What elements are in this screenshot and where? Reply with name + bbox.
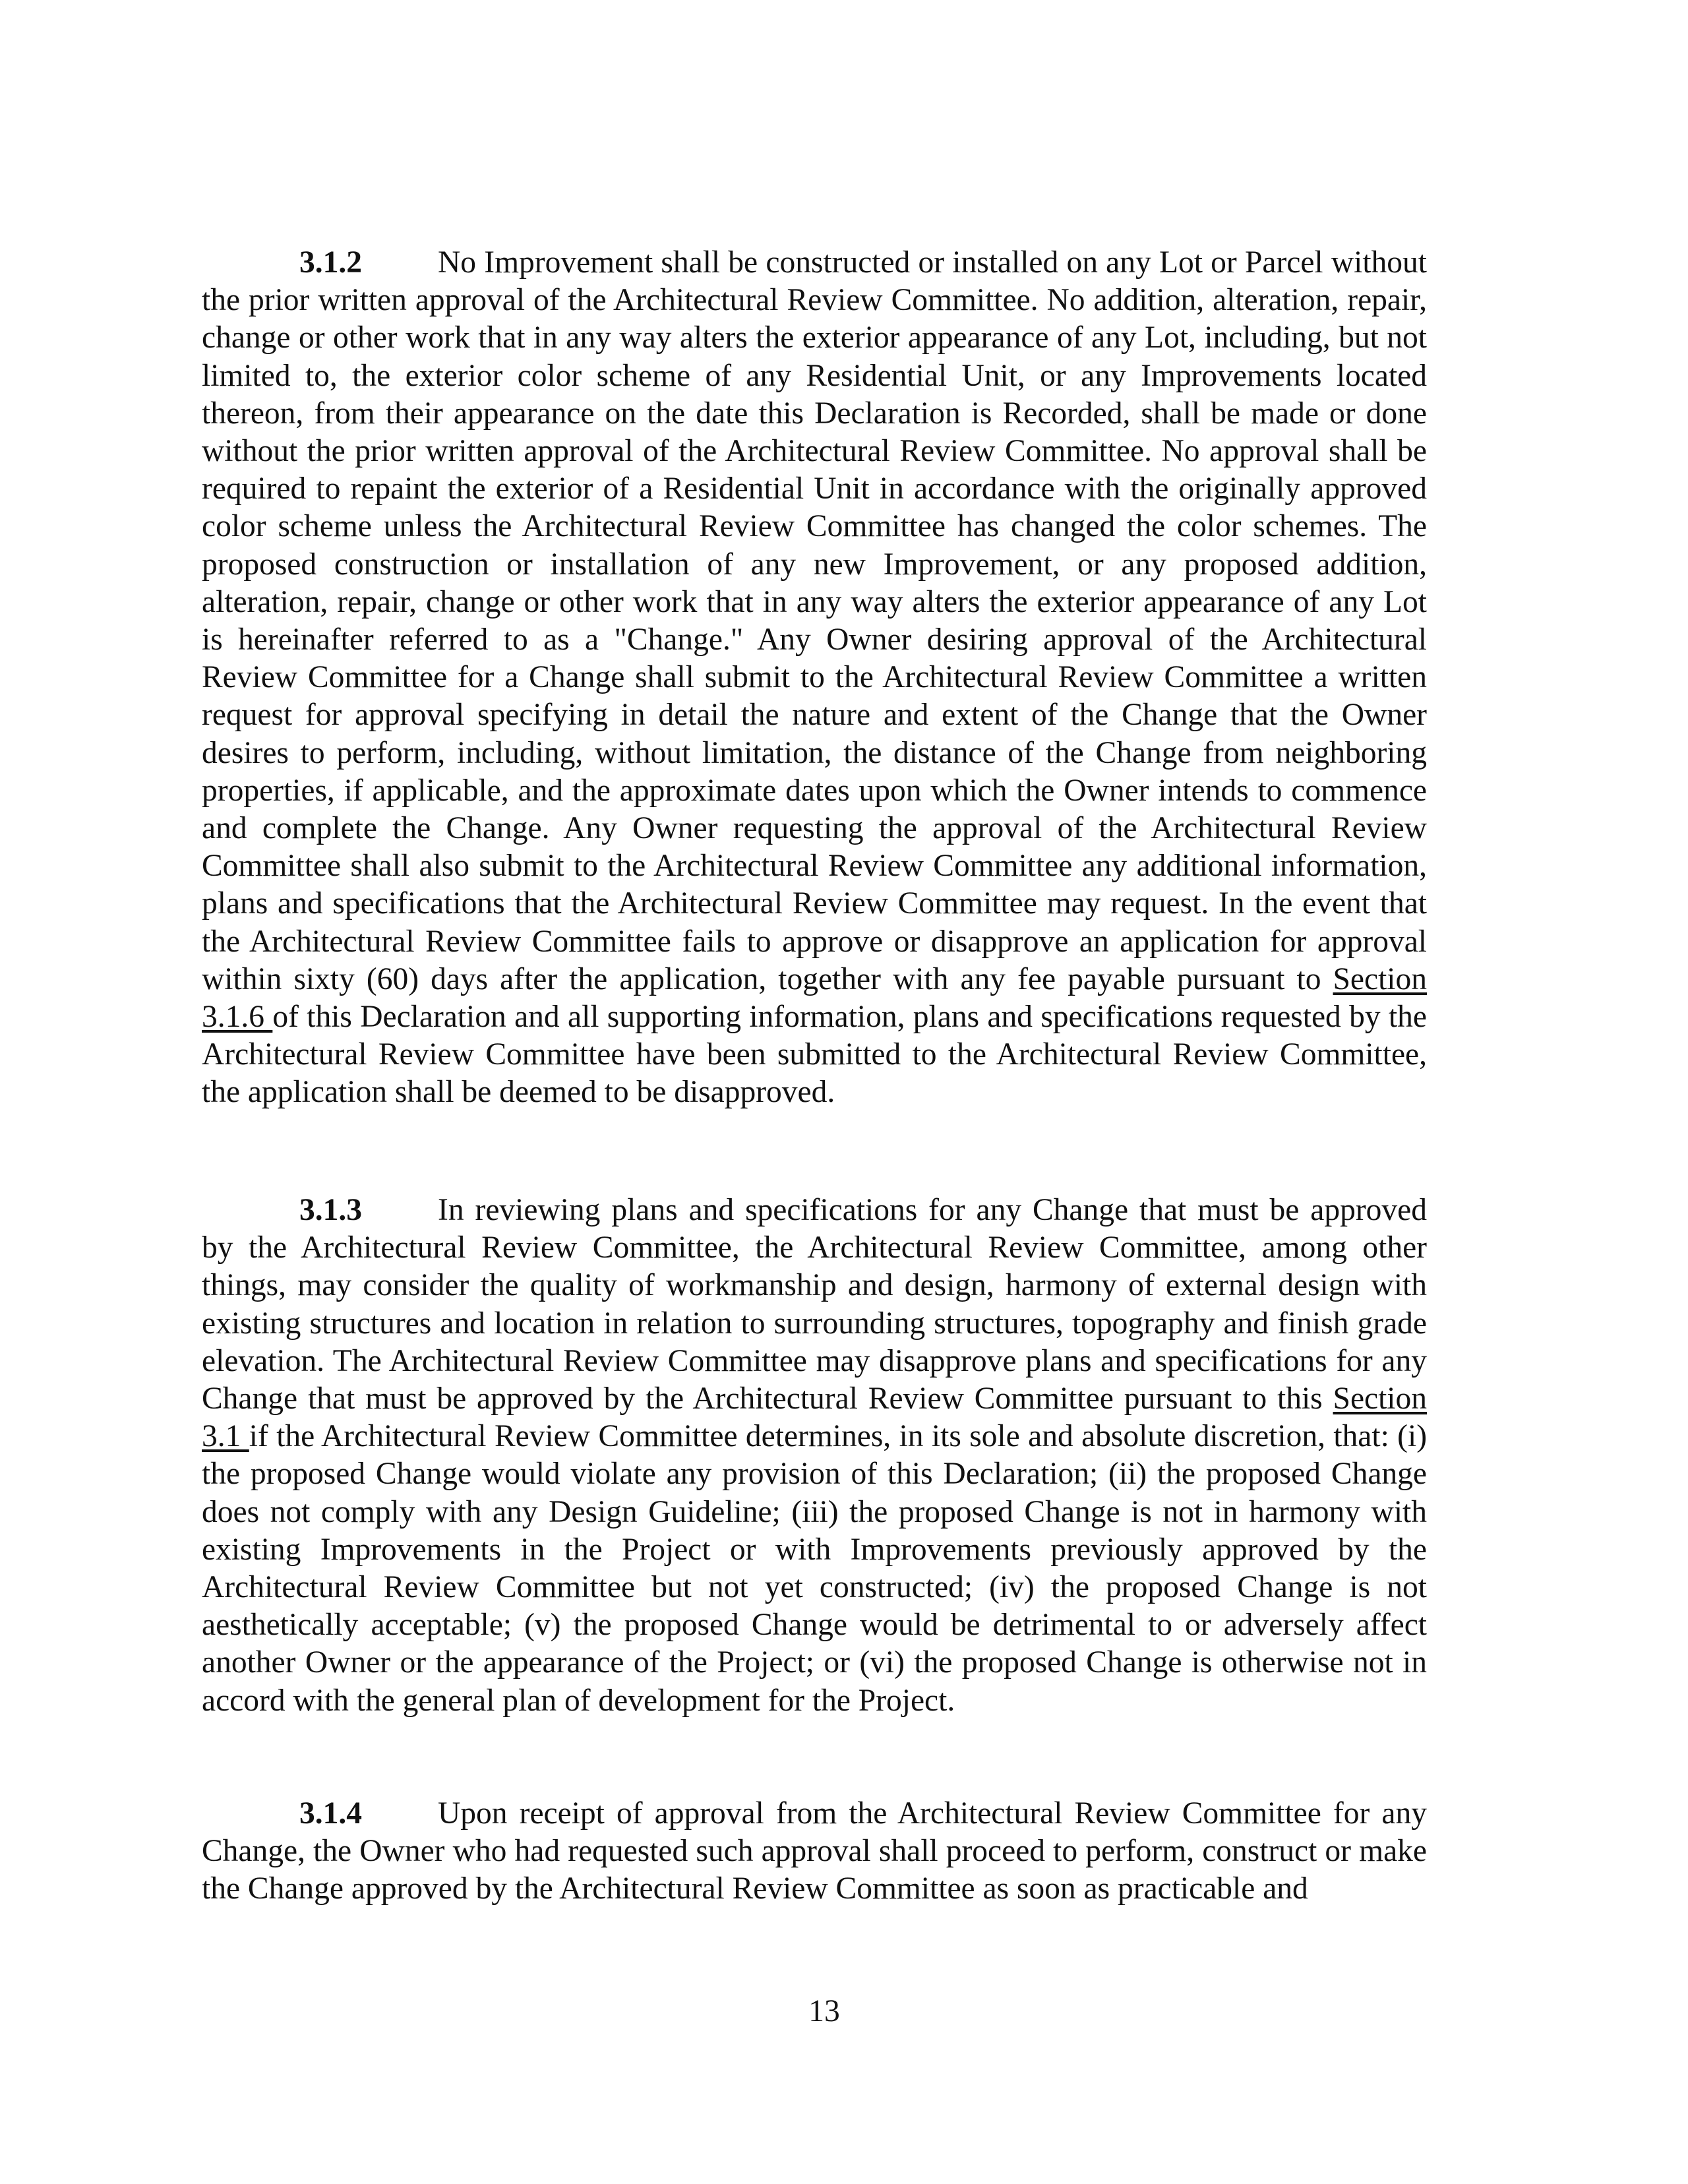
section-reference-link[interactable]: Section 3.1.6 [202, 961, 1427, 1035]
paragraph-text: Upon receipt of approval from the Architectural Review Committee for any Change, the Owner who had requested such approval shall proceed to perform, construct or make the Change approved by the Architectural Review Committee as soon as practicable and [202, 1796, 1427, 1906]
section-3-1-2-paragraph [202, 244, 1427, 1112]
section-3-1-4-paragraph [202, 1795, 1427, 1908]
page-number: 13 [808, 1994, 840, 2028]
section-number: 3.1.4 [299, 1796, 362, 1831]
paragraph-text: if the Architectural Review Committee determines, in its sole and absolute discretion, that: (i) the proposed Change would violate any provision of this Declaration; (ii) the proposed Change does not comply with any Design Guideline; (iii) the proposed Change is not in harmony with existing Improvements in the Project or with Improvements previously approved by the Architectural Review Committee but not yet constructed; (iv) the proposed Change is not aesthetically acceptable; (v) the proposed Change would be detrimental to or adversely affect another Owner or the appearance of the Project; or (vi) the proposed Change is otherwise not in accord with the general plan of development for the Project. [202, 1419, 1428, 1718]
section-3-1-3-paragraph [202, 1192, 1427, 1720]
section-number: 3.1.2 [299, 245, 362, 280]
section-reference-link[interactable]: Section 3.1 [202, 1381, 1428, 1454]
section-number: 3.1.3 [299, 1193, 362, 1227]
paragraph-text: of this Declaration and all supporting information, plans and specifications requested by the Architectural Review Committee have been submitted to the Architectural Review Committee, the application shall be deemed to be disapproved. [202, 1000, 1428, 1110]
paragraph-text: No Improvement shall be constructed or installed on any Lot or Parcel without the prior written approval of the Architectural Review Committee. No addition, alteration, repair, change or other work that in any way alters the exterior appearance of any Lot, including, but not limited to, the exterior color scheme of any Residential Unit, or any Improvements located thereon, from their appearance on the date this Declaration is Recorded, shall be made or done without the prior written approval of the Architectural Review Committee. No approval shall be required to repaint the exterior of a Residential Unit in accordance with the originally approved color scheme unless the Architectural Review Committee has changed the color schemes. The proposed construction or installation of any new Improvement, or any proposed addition, alteration, repair, change or other work that in any way alters the exterior appearance of any Lot is hereinafter referred to as a "Change." Any Owner desiring approval of the Architectural Review Committee for a Change shall submit to the Architectural Review Committee a written request for approval specifying in detail the nature and extent of the Change that the Owner desires to perform, including, without limitation, the distance of the Change from neighboring properties, if applicable, and the approximate dates upon which the Owner intends to commence and complete the Change. Any Owner requesting the approval of the Architectural Review Committee shall also submit to the Architectural Review Committee any additional information, plans and specifications that the Architectural Review Committee may request. In the event that the Architectural Review Committee fails to approve or disapprove an application for approval within sixty (60) days after the application, together with any fee payable pursuant to [202, 245, 1427, 996]
paragraph-text: In reviewing plans and specifications for any Change that must be approved by the Architectural Review Committee, the Architectural Review Committee, among other things, may consider the quality of workmanship and design, harmony of external design with existing structures and location in relation to surrounding structures, topography and finish grade elevation. The Architectural Review Committee may disapprove plans and specifications for any Change that must be approved by the Architectural Review Committee pursuant to this [202, 1193, 1427, 1416]
